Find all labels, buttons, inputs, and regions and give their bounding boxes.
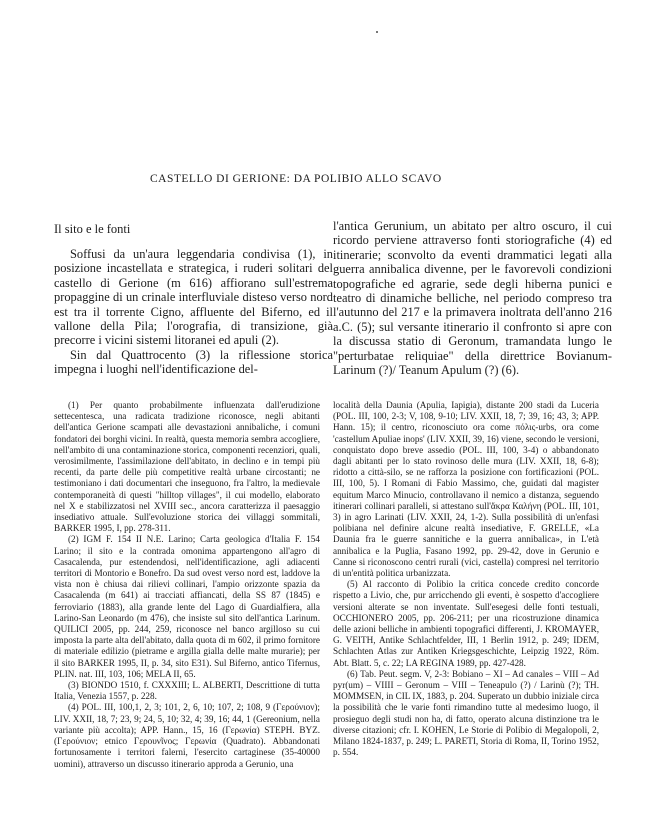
footnote: (6) Tab. Peut. segm. V, 2-3: Bobiano – XI – Ad canales – VIII – Ad pyr(um) – VIIII – Geronum – VIII – Teneapulo (?) / Larinù (?); TH. MOMMSEN, in CIL IX, 1883, p. 204. Superato un dubbio iniziale circa la possibilità che le varie fonti rimandino tutte al medesimo luogo, il prosieguo degli studi non ha, di fatto, operato alcuna distinzione tra le diverse citazioni; cfr. I. KOHEN, Le Storie di Polibio di Megalopoli, 2, Milano 1824-1837, p. 249; L. PARETI, Storia di Roma, II, Torino 1952, p. 554. — [333, 668, 599, 758]
footnote: (4) POL. III, 100,1, 2, 3; 101, 2, 6, 10; 107, 2; 108, 9 (Γερούνιον); LIV. XXII, 18, 7; 23, 9; 24, 5, 10; 32, 4; 39, 16; 44, 1 (Gereonium, nella variante più accolta); APP. Hann., 15, 16 (Γερωνία) STEPH. BYZ. (Γερούνιον; etnico Γερουνῖνος; Γερωνία (Quadrato). Abbandonati fortunosamente i territori falerni, l'esercito cartaginese (35-40000 uomini), attraverso un discusso itinerario approda a Gerunio, una — [54, 702, 320, 769]
page-title: CASTELLO DI GERIONE: DA POLIBIO ALLO SCAVO — [150, 173, 442, 185]
body-column-left — [54, 247, 333, 377]
footnote: (5) Al racconto di Polibio la critica concede credito concorde rispetto a Livio, che, pur arricchendo gli eventi, è sospetto d'accogliere versioni alterate se non inventate. Sull'esegesi delle fonti testuali, OCCHIONERO 2005, pp. 206-211; per una ricostruzione dinamica delle azioni belliche in ambienti topografici differenti, J. KROMAYER, G. VEITH, Antike Schlachtfelder, III, 1 Berlin 1912, p. 249; IDEM, Schlachten Atlas zur Antiken Kriegsgeschichte, Leipzig 1922, Röm. Abt. Blatt. 5, c. 22; LA REGINA 1989, pp. 427-428. — [333, 579, 599, 668]
body-paragraph: Soffusi da un'aura leggendaria condivisa (1), in posizione incastellata e strategica, i ruderi solitari del castello di Gerione (m 616) affiorano sull'estrema propaggine di un crinale interfluviale disteso verso nord est tra il torrente Cigno, affluente del Biferno, ed il vallone della Pila; l'orografia, di transizione, già precorre i vicini sistemi litoranei ed apuli (2). — [54, 247, 333, 348]
footnotes-column-left — [54, 400, 320, 770]
footnote: (2) IGM F. 154 II N.E. Larino; Carta geologica d'Italia F. 154 Larino; il sito e la contrada omonima appartengono all'agro di Casacalenda, pur estendendosi, nell'identificazione, agli adiacenti territori di Montorio e Bonefro. Da sud ovest verso nord est, laddove la vista non è chiusa dai rilievi collinari, l'ampio orizzonte spazia da Casacalenda (m 641) ai tracciati affiancati, della SS 87 (1845) e ferroviario (1883), alla grande lente del Lago di Guardialfiera, alla Larino-San Leonardo (m 476), che insiste sul sito dell'antica Larinum. QUILICI 2005, pp. 244, 259, riconosce nel banco argilloso su cui imposta la parte alta dell'abitato, dalla quota di m 602, il primo fornitore di materiale edilizio (pietrame e argilla gialla delle malte murarie); per il sito BARKER 1995, II, p. 34, sito E31). Sul Biferno, antico Tifernus, PLIN. nat. III, 103, 106; MELA II, 65. — [54, 534, 320, 679]
footnote: (3) BIONDO 1510, f. CXXXIII; L. ALBERTI, Descrittione di tutta Italia, Venezia 1557, p. 228. — [54, 680, 320, 702]
body-paragraph: Sin dal Quattrocento (3) la riflessione storica impegna i luoghi nell'identificazione del- — [54, 347, 333, 377]
footnote: località della Daunia (Apulia, Iapigia), distante 200 stadi da Luceria (POL. III, 100, 2-3; V, 108, 9-10; LIV. XXII, 18, 7; 39, 16; 43, 3; APP. Hann. 15); il centro, riconosciuto ora come πόλις-urbs, ora come 'castellum Apuliae inops' (LIV. XXII, 39, 16) viene, secondo le versioni, conquistato dopo breve assedio (POL. III, 100, 3-4) o abbandonato dagli abitanti per lo stato rovinoso delle mura (LIV. XXII, 18, 6-8); ridotto a città-silo, se ne rafforza la posizione con fortificazioni (POL. III, 100, 5). I Romani di Fabio Massimo, che, guidati dal magister equitum Marco Minucio, controllavano il nemico a distanza, seguendo itinerari collinari paralleli, si attestano sull'ἄκρα Καλήνη (POL. III, 101, 3) in agro Larinati (LIV. XXII, 24, 1-2). Sulla possibilità di un'enfasi polibiana nel definire alcune realtà insediative, F. GRELLE, «La Daunia fra le guerre sannitiche e la guerra annibalica», in L'età annibalica e la Puglia, Fasano 1992, pp. 29-42, dove in Gerunio e Canne si riconoscono centri rurali (vici, castella) compresi nel territorio di un'entità politica urbanizzata. — [333, 400, 599, 579]
section-heading: Il sito e le fonti — [54, 222, 131, 236]
footnotes-column-right — [333, 400, 599, 759]
page-mark — [376, 31, 378, 33]
body-column-right — [333, 219, 612, 377]
body-paragraph: l'antica Gerunium, un abitato per altro oscuro, il cui ricordo perviene attraverso fonti storiografiche (4) ed itinerarie; sconvolto da eventi drammatici legati alla guerra annibalica divenne, per le favorevoli condizioni topografiche ed agrarie, sede degli hiberna punici e teatro di dinamiche belliche, nel periodo compreso tra l'autunno del 217 e la primavera inoltrata dell'anno 216 a.C. (5); sul versante itinerario il confronto si apre con la discussa statio di Geronum, tramandata lungo le "perturbatae reliquiae" della direttrice Bovianum- Larinum (?)/ Teanum Apulum (?) (6). — [333, 219, 612, 378]
footnote: (1) Per quanto probabilmente influenzata dall'erudizione settecentesca, una radicata tradizione riconosce, negli abitanti dell'antica Gerione scampati alle devastazioni annibaliche, i comuni fondatori dei borghi vicini. In realtà, questa memoria sembra accogliere, nell'ambito di una contaminazione storica, componenti recenziori, quali, verosimilmente, l'assimilazione dell'abitato, in declino e in tempi più recenti, da parte delle più competitive realtà urbane circostanti; ne testimoniano i dati documentari che inseguono, fra l'altro, la medievale contemporaneità di questi "hilltop villages", il cui modello, elaborato nel X e stabilizzatosi nel XVIII sec., ancora caratterizza il paesaggio insediativo attuale. Sull'evoluzione storica dei villaggi sommitali, BARKER 1995, I, pp. 278-311. — [54, 400, 320, 534]
